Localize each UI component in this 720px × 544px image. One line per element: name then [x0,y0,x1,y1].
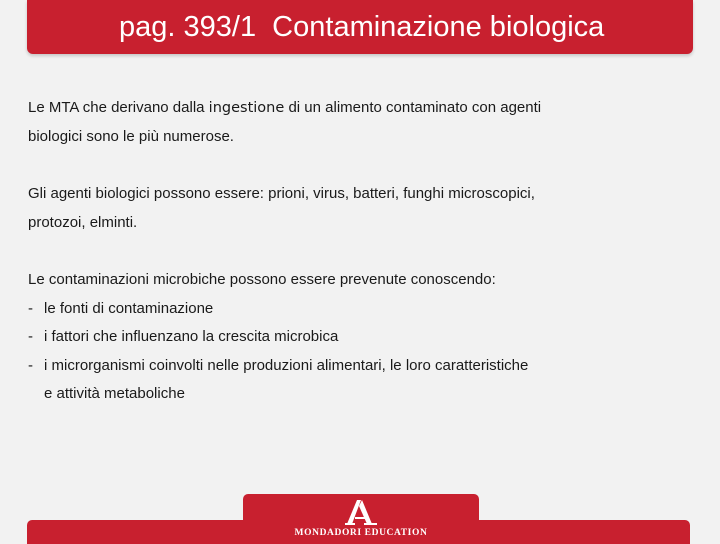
slide-title: pag. 393/1 Contaminazione biologica [119,11,605,43]
list-item [28,352,688,381]
paragraph-mta-after: di un alimento contaminato con agenti [284,99,542,116]
publisher-logo-text: MONDADORI EDUCATION [294,528,428,538]
list-item-text: i fattori che influenzano la crescita microbica [44,328,339,345]
list-item [28,295,688,324]
paragraph-prevention: Le contaminazioni microbiche possono essere prevenute conoscendo: [28,271,496,288]
paragraph-agents-line2: protozoi, elminti. [28,213,138,231]
list-item-continuation: e attività metaboliche [44,385,185,402]
publisher-logo [243,494,479,544]
paragraph-mta-emphasis: ingestione [208,100,285,116]
slide-content [28,94,688,409]
list-item [28,323,688,352]
list-item-text: i microrganismi coinvolti nelle produzioni alimentari, le loro caratteristiche [44,356,529,374]
bullet-dash: - [28,328,33,345]
mondadori-logo-icon [345,498,377,526]
bullet-dash: - [28,299,33,317]
bullet-dash: - [28,356,33,374]
list-item-text: le fonti di contaminazione [44,299,214,317]
title-bar [27,0,693,54]
paragraph-mta-before: Le MTA che derivano dalla [28,99,209,116]
paragraph-mta [28,94,688,123]
paragraph-mta-line2: biologici sono le più numerose. [28,127,234,145]
paragraph-agents: Gli agenti biologici possono essere: prioni, virus, batteri, funghi microscopici, [28,185,535,202]
